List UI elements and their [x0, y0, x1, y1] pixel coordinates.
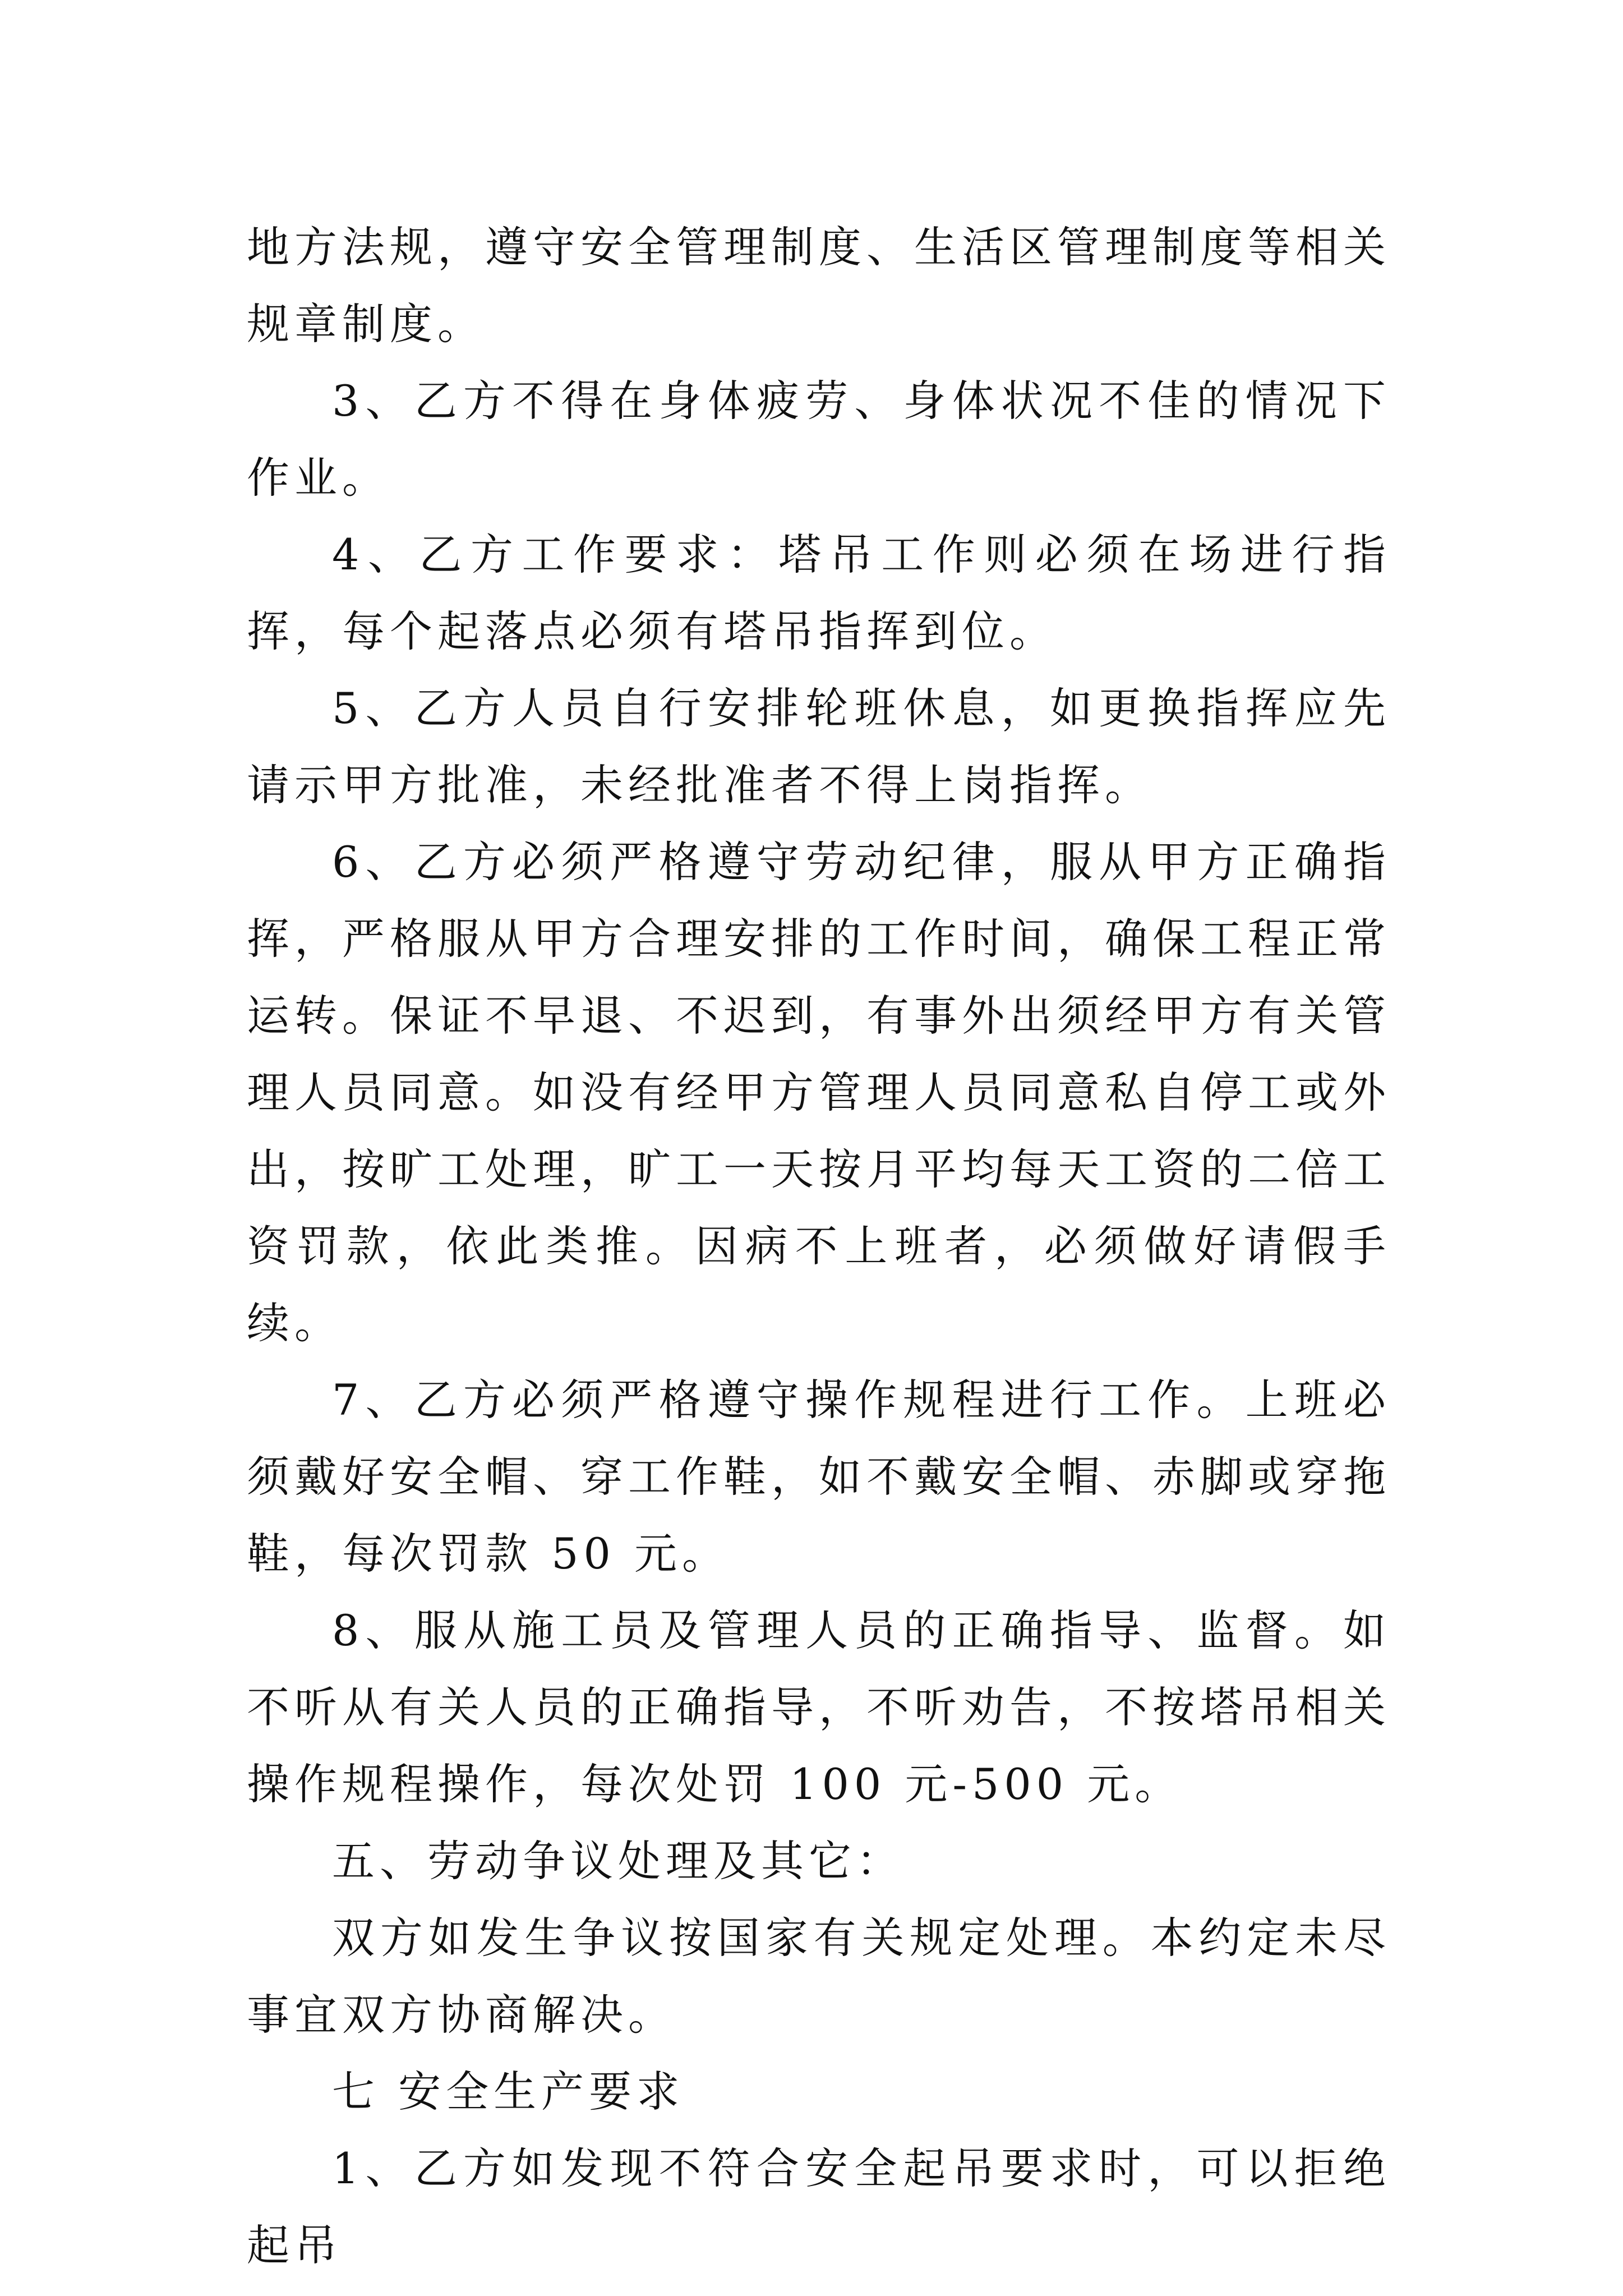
paragraph-6: 7、乙方必须严格遵守操作规程进行工作。上班必须戴好安全帽、穿工作鞋，如不戴安全帽、赤脚或穿拖鞋，每次罚款 50 元。	[247, 1375, 1391, 1579]
paragraph-5: 6、乙方必须严格遵守劳动纪律，服从甲方正确指挥，严格服从甲方合理安排的工作时间，确保工程正常运转。保证不早退、不迟到，有事外出须经甲方有关管理人员同意。如没有经甲方管理人员同意私自停工或外出，按旷工处理，旷工一天按月平均每天工资的二倍工资罚款，依此类推。因病不上班者，必须做好请假手续。	[247, 837, 1391, 1348]
paragraph-1: 地方法规，遵守安全管理制度、生活区管理制度等相关规章制度。	[247, 222, 1391, 349]
paragraph-4: 5、乙方人员自行安排轮班休息，如更换指挥应先请示甲方批准，未经批准者不得上岗指挥。	[247, 683, 1391, 810]
paragraph-7: 8、服从施工员及管理人员的正确指导、监督。如不听从有关人员的正确指导，不听劝告，不按塔吊相关操作规程操作，每次处罚 100 元-500 元。	[247, 1605, 1391, 1809]
paragraph-9: 1、乙方如发现不符合安全起吊要求时，可以拒绝起吊	[247, 2143, 1391, 2270]
section-heading-labor-dispute: 五、劳动争议处理及其它：	[332, 1836, 904, 1886]
paragraph-8: 双方如发生争议按国家有关规定处理。本约定未尽事宜双方协商解决。	[247, 1913, 1391, 2040]
document-body	[247, 209, 1391, 2284]
section-heading-safety: 七 安全生产要求	[332, 2067, 685, 2116]
paragraph-3: 4、乙方工作要求：塔吊工作则必须在场进行指挥，每个起落点必须有塔吊指挥到位。	[247, 530, 1391, 656]
paragraph-2: 3、乙方不得在身体疲劳、身体状况不佳的情况下作业。	[247, 376, 1391, 503]
